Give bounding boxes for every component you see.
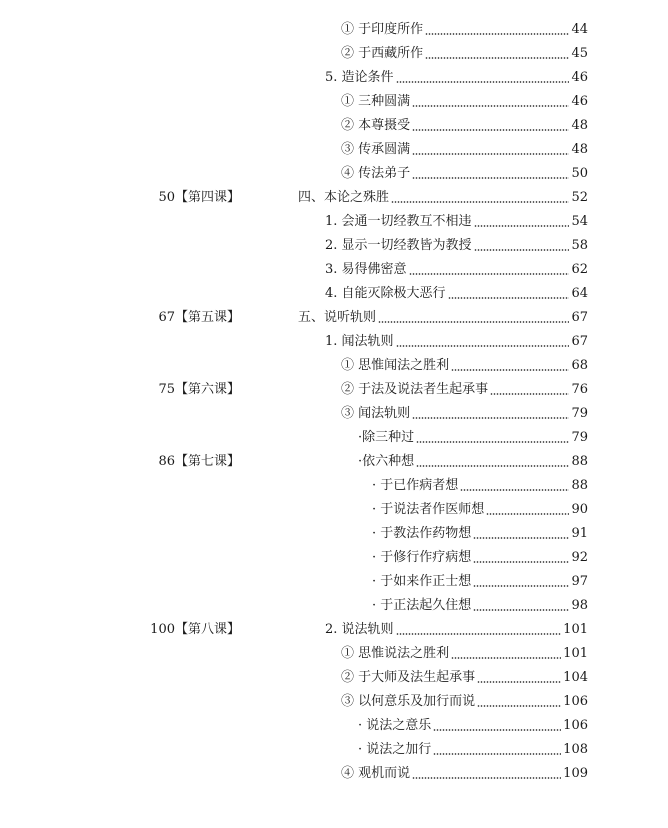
entry-title: · 说法之加行 [358,742,432,757]
page-number: 106 [563,718,588,733]
toc-entry[interactable] [358,714,588,738]
page-number: 58 [571,238,588,253]
entry-title: ③ 闻法轨则 [341,406,411,421]
toc-entry[interactable] [341,402,588,426]
entry-title: 五、说听轨则 [298,310,377,325]
page-number: 48 [571,118,588,133]
dot-leader [412,177,569,179]
toc-entry[interactable] [372,498,588,522]
toc-row [0,162,668,186]
toc-entry[interactable] [341,42,588,66]
toc-row [0,306,668,330]
entry-title: 4. 自能灭除极大恶行 [325,286,446,301]
toc-entry[interactable] [341,90,588,114]
dot-leader [477,705,561,707]
toc-entry[interactable] [325,618,588,642]
lesson-marker: 50【第四课】 [158,190,240,205]
toc-row [0,666,668,690]
toc-row [0,546,668,570]
toc-row [0,330,668,354]
toc-row [0,594,668,618]
toc-entry[interactable] [298,306,588,330]
toc-entry[interactable] [325,258,588,282]
entry-title: · 于教法作药物想 [372,526,472,541]
toc-entry[interactable] [372,546,588,570]
page-number: 101 [563,622,588,637]
toc-row [0,522,668,546]
toc-row [0,570,668,594]
toc-row [0,66,668,90]
entry-title: ① 思惟说法之胜利 [341,646,450,661]
toc-row [0,186,668,210]
toc-entry[interactable] [358,450,588,474]
dot-leader [473,585,569,587]
dot-leader [451,369,569,371]
toc-entry[interactable] [372,474,588,498]
dot-leader [409,273,570,275]
toc-row [0,474,668,498]
dot-leader [412,153,569,155]
dot-leader [473,561,569,563]
page-number: 79 [571,430,588,445]
toc-entry[interactable] [325,330,588,354]
page-number: 98 [571,598,588,613]
entry-title: 1. 闻法轨则 [325,334,394,349]
entry-title: · 于说法者作医师想 [372,502,485,517]
page-number: 52 [571,190,588,205]
dot-leader [412,129,569,131]
page-number: 50 [571,166,588,181]
entry-title: ·除三种过 [358,430,415,445]
page-number: 45 [571,46,588,61]
page-number: 79 [571,406,588,421]
page-number: 109 [563,766,588,781]
page-number: 46 [571,70,588,85]
toc-entry[interactable] [298,186,588,210]
dot-leader [433,729,561,731]
toc-entry[interactable] [372,522,588,546]
toc-entry[interactable] [341,138,588,162]
dot-leader [412,777,561,779]
toc-entry[interactable] [325,282,588,306]
dot-leader [416,441,569,443]
page-number: 54 [571,214,588,229]
toc-entry[interactable] [341,642,588,666]
dot-leader [448,297,570,299]
dot-leader [425,57,569,59]
toc-row [0,234,668,258]
toc-entry[interactable] [372,594,588,618]
entry-title: ③ 传承圆满 [341,142,411,157]
entry-title: ② 于大师及法生起承事 [341,670,476,685]
dot-leader [473,609,569,611]
entry-title: 2. 显示一切经教皆为教授 [325,238,472,253]
page-number: 62 [571,262,588,277]
toc-entry[interactable] [341,354,588,378]
entry-title: ④ 传法弟子 [341,166,411,181]
toc-entry[interactable] [341,114,588,138]
lesson-marker: 75【第六课】 [158,382,240,397]
dot-leader [378,321,569,323]
dot-leader [425,33,569,35]
entry-title: 2. 说法轨则 [325,622,394,637]
dot-leader [451,657,561,659]
page-number: 46 [571,94,588,109]
toc-row [0,426,668,450]
toc-row [0,450,668,474]
toc-entry[interactable] [325,234,588,258]
page-number: 88 [571,454,588,469]
lesson-marker: 100【第八课】 [150,622,240,637]
toc-entry[interactable] [341,690,588,714]
entry-title: ③ 以何意乐及加行而说 [341,694,476,709]
toc-row [0,714,668,738]
toc-row [0,354,668,378]
toc-entry[interactable] [358,426,588,450]
entry-title: 1. 会通一切经教互不相违 [325,214,472,229]
toc-entry[interactable] [358,738,588,762]
entry-title: ·依六种想 [358,454,415,469]
toc-row [0,42,668,66]
toc-row [0,282,668,306]
toc-entry[interactable] [372,570,588,594]
page-number: 92 [571,550,588,565]
toc-row [0,690,668,714]
toc-row [0,258,668,282]
toc-row [0,762,668,786]
dot-leader [474,249,570,251]
page-number: 91 [571,526,588,541]
toc-row [0,378,668,402]
page-number: 106 [563,694,588,709]
toc-row [0,18,668,42]
page-number: 97 [571,574,588,589]
toc-row [0,210,668,234]
dot-leader [412,417,569,419]
entry-title: · 说法之意乐 [358,718,432,733]
page-number: 88 [571,478,588,493]
toc-row [0,498,668,522]
toc-row [0,618,668,642]
dot-leader [396,81,570,83]
dot-leader [460,489,569,491]
dot-leader [473,537,569,539]
toc-entry[interactable] [341,378,588,402]
page-number: 67 [571,310,588,325]
toc-entry[interactable] [325,210,588,234]
dot-leader [474,225,570,227]
page-number: 104 [563,670,588,685]
entry-title: 5. 造论条件 [325,70,394,85]
dot-leader [412,105,569,107]
dot-leader [396,345,570,347]
entry-title: ① 三种圆满 [341,94,411,109]
toc-row [0,738,668,762]
toc-row [0,402,668,426]
page-number: 101 [563,646,588,661]
toc-row [0,90,668,114]
toc-entry[interactable] [341,162,588,186]
lesson-marker: 86【第七课】 [158,454,240,469]
lesson-marker: 67【第五课】 [158,310,240,325]
entry-title: ② 于西藏所作 [341,46,424,61]
dot-leader [396,633,562,635]
page-number: 76 [571,382,588,397]
dot-leader [433,753,561,755]
page-number: 44 [571,22,588,37]
toc-entry[interactable] [341,18,588,42]
entry-title: ② 于法及说法者生起承事 [341,382,489,397]
entry-title: · 于已作病者想 [372,478,459,493]
page-number: 67 [571,334,588,349]
page-number: 64 [571,286,588,301]
dot-leader [416,465,569,467]
page-number: 68 [571,358,588,373]
dot-leader [486,513,569,515]
entry-title: 3. 易得佛密意 [325,262,407,277]
entry-title: ④ 观机而说 [341,766,411,781]
dot-leader [391,201,569,203]
page-number: 48 [571,142,588,157]
dot-leader [477,681,561,683]
page-number: 90 [571,502,588,517]
toc-entry[interactable] [341,666,588,690]
entry-title: ① 思惟闻法之胜利 [341,358,450,373]
toc-row [0,138,668,162]
toc-entry[interactable] [341,762,588,786]
entry-title: ② 本尊摄受 [341,118,411,133]
entry-title: ① 于印度所作 [341,22,424,37]
entry-title: · 于正法起久住想 [372,598,472,613]
page-number: 108 [563,742,588,757]
entry-title: 四、本论之殊胜 [298,190,390,205]
dot-leader [490,393,569,395]
toc-row [0,114,668,138]
toc-row [0,642,668,666]
entry-title: · 于如来作正士想 [372,574,472,589]
entry-title: · 于修行作疗病想 [372,550,472,565]
toc-entry[interactable] [325,66,588,90]
